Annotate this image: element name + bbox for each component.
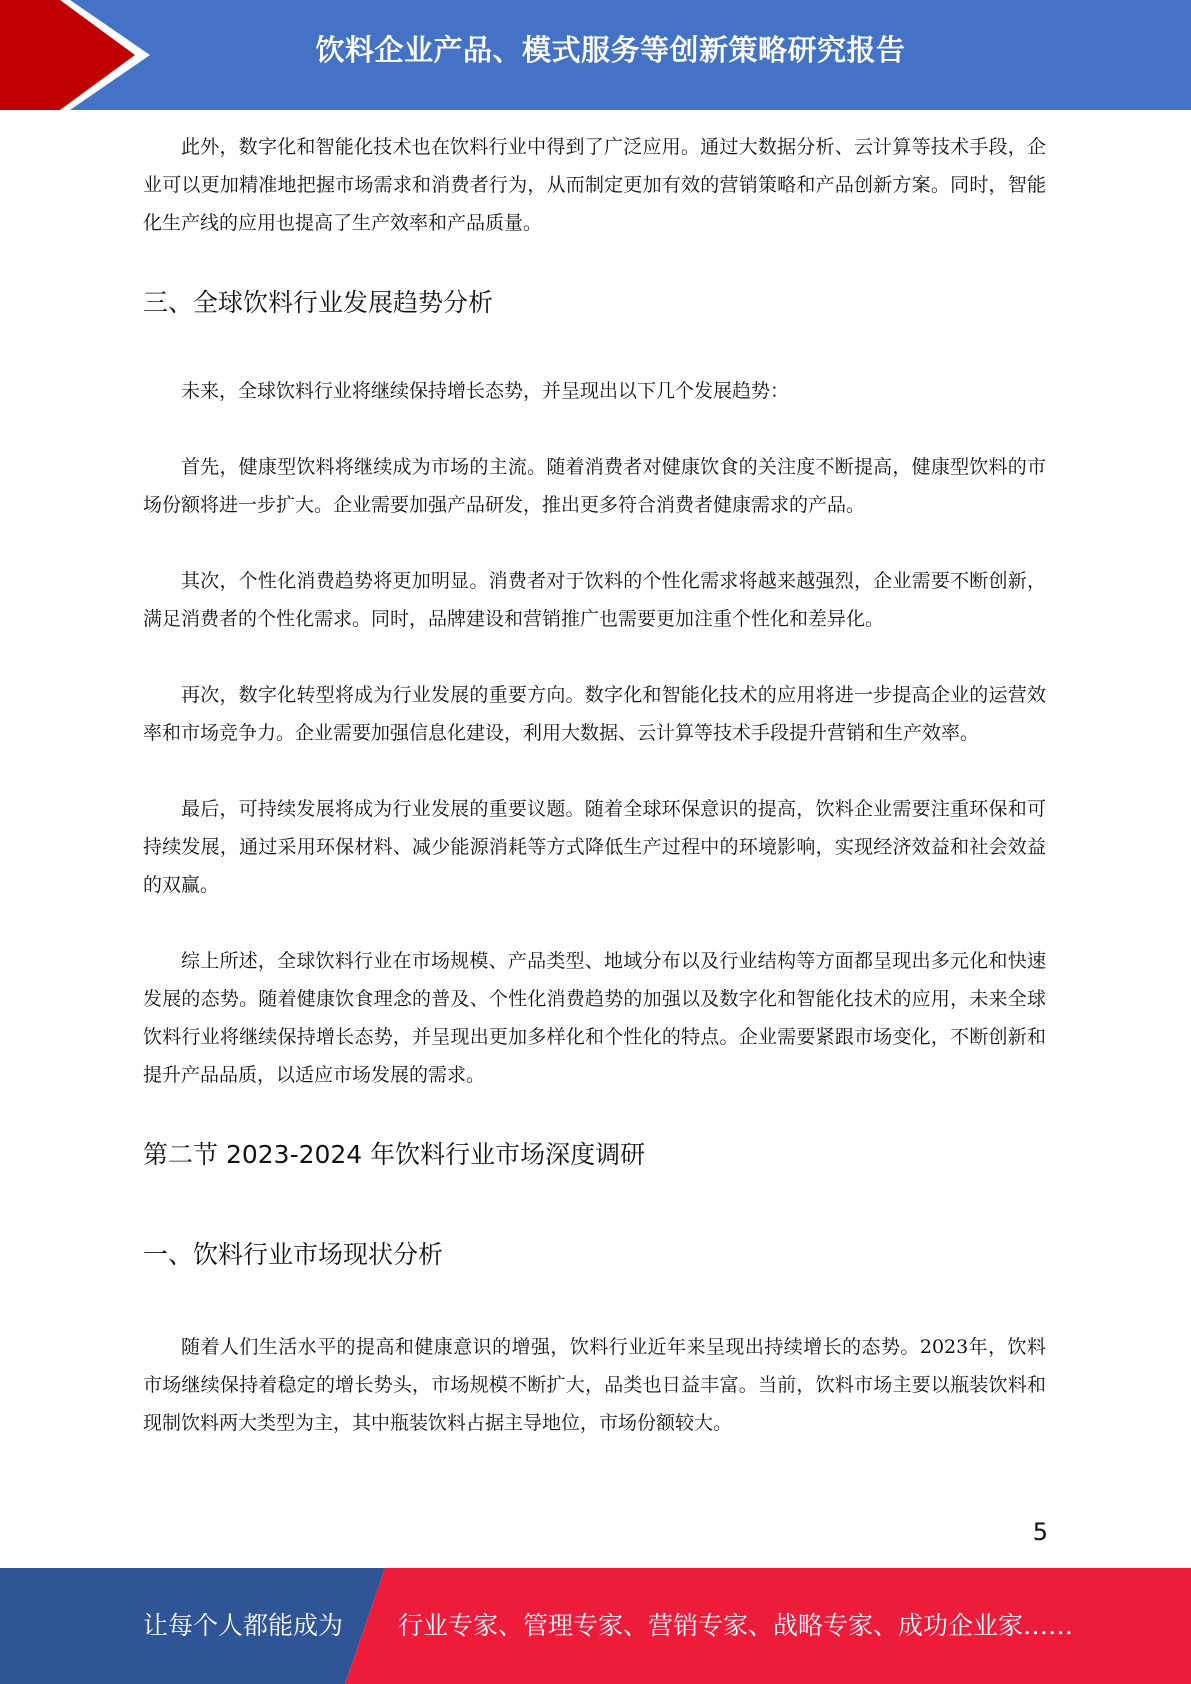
footer-banner <box>0 1568 1191 1684</box>
paragraph-summary: 综上所述，全球饮料行业在市场规模、产品类型、地域分布以及行业结构等方面都呈现出多元化和快速发展的态势。随着健康饮食理念的普及、个性化消费趋势的加强以及数字化和智能化技术的应用，未来全球饮料行业将继续保持增长态势，并呈现出更加多样化和个性化的特点。企业需要紧跟市场变化，不断创新和提升产品品质，以适应市场发展的需求。 <box>143 950 1046 1086</box>
footer-slogan-right: 行业专家、管理专家、营销专家、战略专家、成功企业家…… <box>398 1611 1074 1640</box>
header-bar <box>0 0 1191 110</box>
paragraph-digitalization: 此外，数字化和智能化技术也在饮料行业中得到了广泛应用。通过大数据分析、云计算等技术手段，企业可以更加精准地把握市场需求和消费者行为，从而制定更加有效的营销策略和产品创新方案。同时，智能化生产线的应用也提高了生产效率和产品质量。 <box>143 136 1046 234</box>
paragraph-future-intro: 未来，全球饮料行业将继续保持增长态势，并呈现出以下几个发展趋势： <box>181 380 790 402</box>
chapter-heading-market-research: 第二节 2023-2024 年饮料行业市场深度调研 <box>143 1140 646 1169</box>
document-body <box>143 128 1046 1442</box>
paragraph-market-status: 随着人们生活水平的提高和健康意识的增强，饮料行业近年来呈现出持续增长的态势。2023年，饮料市场继续保持着稳定的增长势头，市场规模不断扩大，品类也日益丰富。当前，饮料市场主要以瓶装饮料和现制饮料两大类型为主，其中瓶装饮料占据主导地位，市场份额较大。 <box>143 1336 1046 1434</box>
paragraph-digital-transformation: 再次，数字化转型将成为行业发展的重要方向。数字化和智能化技术的应用将进一步提高企业的运营效率和市场竞争力。企业需要加强信息化建设，利用大数据、云计算等技术手段提升营销和生产效率。 <box>143 684 1046 744</box>
paragraph-personalization: 其次，个性化消费趋势将更加明显。消费者对于饮料的个性化需求将越来越强烈，企业需要不断创新，满足消费者的个性化需求。同时，品牌建设和营销推广也需要更加注重个性化和差异化。 <box>143 570 1046 630</box>
section-heading-global-trends: 三、全球饮料行业发展趋势分析 <box>143 288 494 317</box>
paragraph-sustainability: 最后，可持续发展将成为行业发展的重要议题。随着全球环保意识的提高，饮料企业需要注重环保和可持续发展，通过采用环保材料、减少能源消耗等方式降低生产过程中的环境影响，实现经济效益和社会效益的双赢。 <box>143 798 1046 896</box>
section-heading-market-status: 一、饮料行业市场现状分析 <box>143 1240 444 1269</box>
paragraph-health-drinks: 首先，健康型饮料将继续成为市场的主流。随着消费者对健康饮食的关注度不断提高，健康型饮料的市场份额将进一步扩大。企业需要加强产品研发，推出更多符合消费者健康需求的产品。 <box>143 456 1046 516</box>
footer-slogan-left: 让每个人都能成为 <box>143 1611 344 1640</box>
header-title: 饮料企业产品、模式服务等创新策略研究报告 <box>315 33 906 67</box>
page-number: 5 <box>1032 1518 1048 1546</box>
